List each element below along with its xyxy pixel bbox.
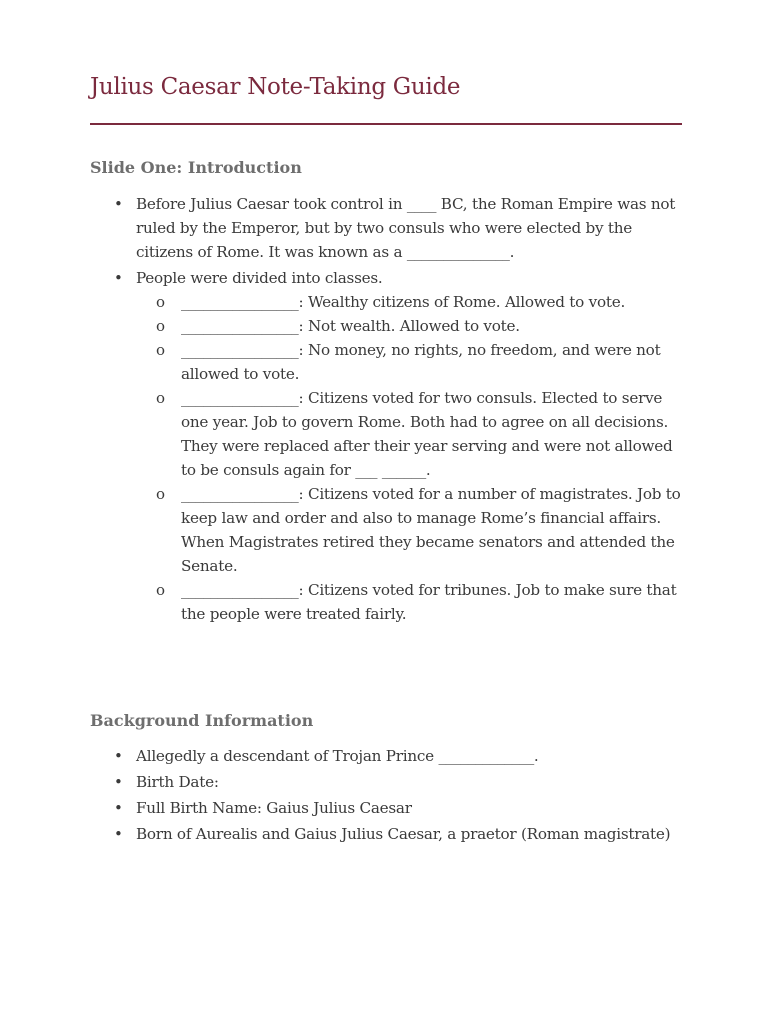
- list-item: [90, 192, 682, 264]
- list-item-text: Born of Aurealis and Gaius Julius Caesar, a praetor (Roman magistrate): [136, 825, 671, 843]
- sub-bullet-icon: o: [156, 293, 165, 311]
- list-item-text: Allegedly a descendant of Trojan Prince _____________.: [136, 747, 539, 765]
- sub-bullet-icon: o: [156, 389, 165, 407]
- sublist-item: [136, 482, 682, 578]
- sublist-item-text: ________________: Not wealth. Allowed to vote.: [181, 317, 520, 335]
- classes-sublist: [136, 290, 682, 626]
- bullet-icon: •: [114, 269, 123, 287]
- title-divider: [90, 123, 682, 125]
- bullet-icon: •: [114, 825, 123, 843]
- list-item: [90, 266, 682, 626]
- list-item-text: Full Birth Name: Gaius Julius Caesar: [136, 799, 412, 817]
- sublist-item-text: ________________: Citizens voted for two consuls. Elected to serve one year. Job to govern Rome. Both had to agree on all decisions. They were replaced after their year serving and were not allowed to be consuls again for ___ ______.: [181, 389, 673, 479]
- bullet-icon: •: [114, 799, 123, 817]
- sublist-item: [136, 386, 682, 482]
- list-item: [90, 770, 682, 794]
- sublist-item-text: ________________: Wealthy citizens of Rome. Allowed to vote.: [181, 293, 626, 311]
- list-item: [90, 744, 682, 768]
- list-item-text: Birth Date:: [136, 773, 219, 791]
- sub-bullet-icon: o: [156, 317, 165, 335]
- list-item-text: People were divided into classes.: [136, 269, 383, 287]
- list-item-text: Before Julius Caesar took control in ____ BC, the Roman Empire was not ruled by the Emperor, but by two consuls who were elected by the citizens of Rome. It was known as a ______________.: [136, 195, 676, 261]
- section-heading-background: Background Information: [90, 711, 314, 730]
- list-item: [90, 822, 682, 846]
- sublist-item: [136, 578, 682, 626]
- sublist-item: [136, 338, 682, 386]
- list-item: [90, 796, 682, 820]
- sub-bullet-icon: o: [156, 485, 165, 503]
- sublist-item-text: ________________: No money, no rights, no freedom, and were not allowed to vote.: [181, 341, 661, 383]
- section-heading-introduction: Slide One: Introduction: [90, 158, 302, 177]
- document-title: Julius Caesar Note-Taking Guide: [90, 74, 461, 100]
- sublist-item: [136, 290, 682, 314]
- bullet-icon: •: [114, 195, 123, 213]
- background-list: [90, 744, 682, 846]
- introduction-list: [90, 192, 682, 626]
- sublist-item-text: ________________: Citizens voted for a number of magistrates. Job to keep law and order and also to manage Rome’s financial affairs. When Magistrates retired they became senators and attended the Senate.: [181, 485, 681, 575]
- bullet-icon: •: [114, 773, 123, 791]
- sub-bullet-icon: o: [156, 581, 165, 599]
- sublist-item: [136, 314, 682, 338]
- sublist-item-text: ________________: Citizens voted for tribunes. Job to make sure that the people were treated fairly.: [181, 581, 677, 623]
- bullet-icon: •: [114, 747, 123, 765]
- sub-bullet-icon: o: [156, 341, 165, 359]
